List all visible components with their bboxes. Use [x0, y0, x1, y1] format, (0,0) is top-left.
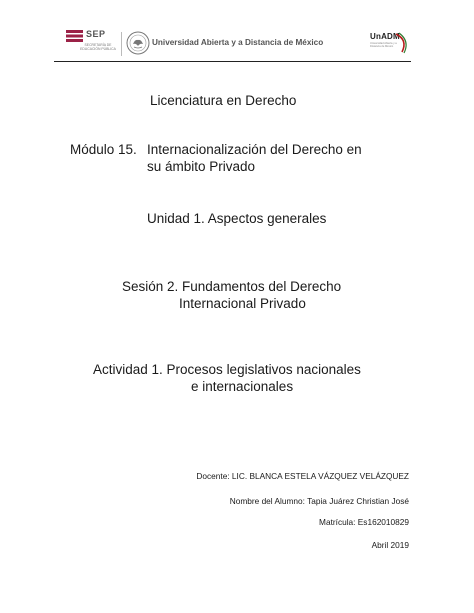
document-date: Abril 2019 [371, 540, 409, 550]
unadm-subtitle: Universidad Abierta y a Distancia de México [370, 42, 397, 48]
mexico-eagle-emblem-icon [126, 31, 150, 55]
unadm-swoosh-icon [366, 30, 410, 56]
student-name: Nombre del Alumno: Tapia Juárez Christian José [229, 496, 409, 506]
header-rule [54, 61, 411, 62]
unadm-label: UnADM [370, 32, 400, 41]
activity-title-line-1: Actividad 1. Procesos legislativos nacionales [93, 362, 361, 377]
enrollment-number: Matrícula: Es162010829 [319, 517, 409, 527]
unit-title: Unidad 1. Aspectos generales [147, 211, 327, 226]
module-number: Módulo 15. [70, 142, 137, 157]
sep-label: SEP [86, 29, 106, 39]
sep-logo [66, 28, 116, 60]
sep-subtitle: SECRETARÍA DE EDUCACIÓN PÚBLICA [80, 43, 116, 52]
module-title-line-1: Internacionalización del Derecho en [147, 142, 362, 157]
session-title-line-1: Sesión 2. Fundamentos del Derecho [122, 279, 342, 294]
teacher-name: Docente: LIC. BLANCA ESTELA VÁZQUEZ VELÁZQUEZ [196, 471, 409, 481]
sep-emblem-icon [66, 30, 83, 42]
unadm-logo [366, 30, 410, 56]
activity-title-line-2: e internacionales [191, 379, 294, 394]
degree-title: Licenciatura en Derecho [150, 93, 297, 108]
session-title-line-2: Internacional Privado [179, 296, 306, 311]
university-name: Universidad Abierta y a Distancia de México [152, 38, 324, 47]
document-header [0, 0, 474, 62]
module-title-line-2: su ámbito Privado [147, 159, 256, 174]
header-divider [121, 32, 122, 56]
